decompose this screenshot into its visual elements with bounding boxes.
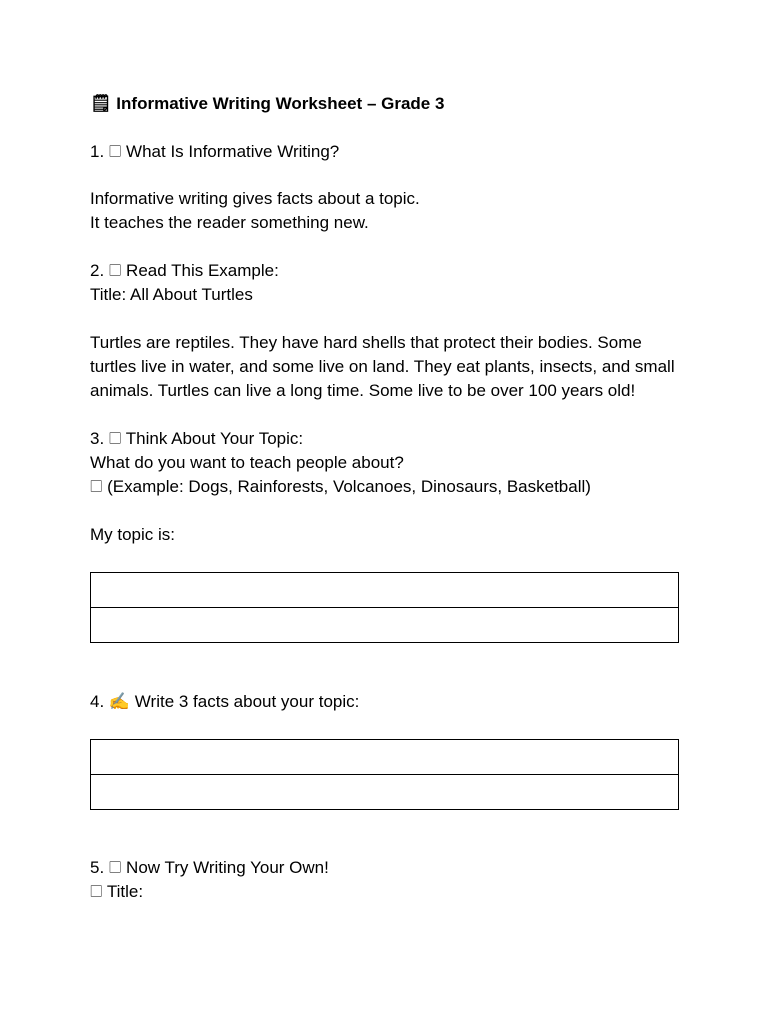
- topic-answer-row[interactable]: [91, 573, 678, 608]
- worksheet-title: 🗒 Informative Writing Worksheet – Grade 3: [90, 94, 445, 113]
- topic-prompt: My topic is:: [90, 525, 176, 544]
- section-2-heading: 2. 🗆 Read This Example:: [90, 261, 279, 280]
- section-3-heading: 3. 🗆 Think About Your Topic:: [90, 429, 304, 448]
- topic-question: What do you want to teach people about?: [90, 453, 404, 472]
- example-title: Title: All About Turtles: [90, 285, 253, 304]
- section-4-heading: 4. ✍ Write 3 facts about your topic:: [90, 692, 360, 711]
- facts-answer-box[interactable]: [90, 739, 679, 810]
- topic-answer-row[interactable]: [91, 608, 678, 643]
- facts-answer-row[interactable]: [91, 740, 678, 775]
- facts-answer-row[interactable]: [91, 775, 678, 810]
- topic-answer-box[interactable]: [90, 572, 679, 643]
- title-prompt: 🗆 Title:: [90, 882, 144, 901]
- topic-examples: 🗆 (Example: Dogs, Rainforests, Volcanoes, Dinosaurs, Basketball): [90, 477, 591, 496]
- section-5-heading: 5. 🗆 Now Try Writing Your Own!: [90, 858, 329, 877]
- section-1-heading: 1. 🗆 What Is Informative Writing?: [90, 142, 340, 161]
- section-1-line-1: Informative writing gives facts about a topic.: [90, 189, 420, 208]
- section-1-line-2: It teaches the reader something new.: [90, 213, 369, 232]
- example-paragraph: Turtles are reptiles. They have hard shells that protect their bodies. Some turtles live in water, and some live on land. They eat plants, insects, and small animals. Turtles can live a long time. Some live to be over 100 years old!: [90, 333, 675, 400]
